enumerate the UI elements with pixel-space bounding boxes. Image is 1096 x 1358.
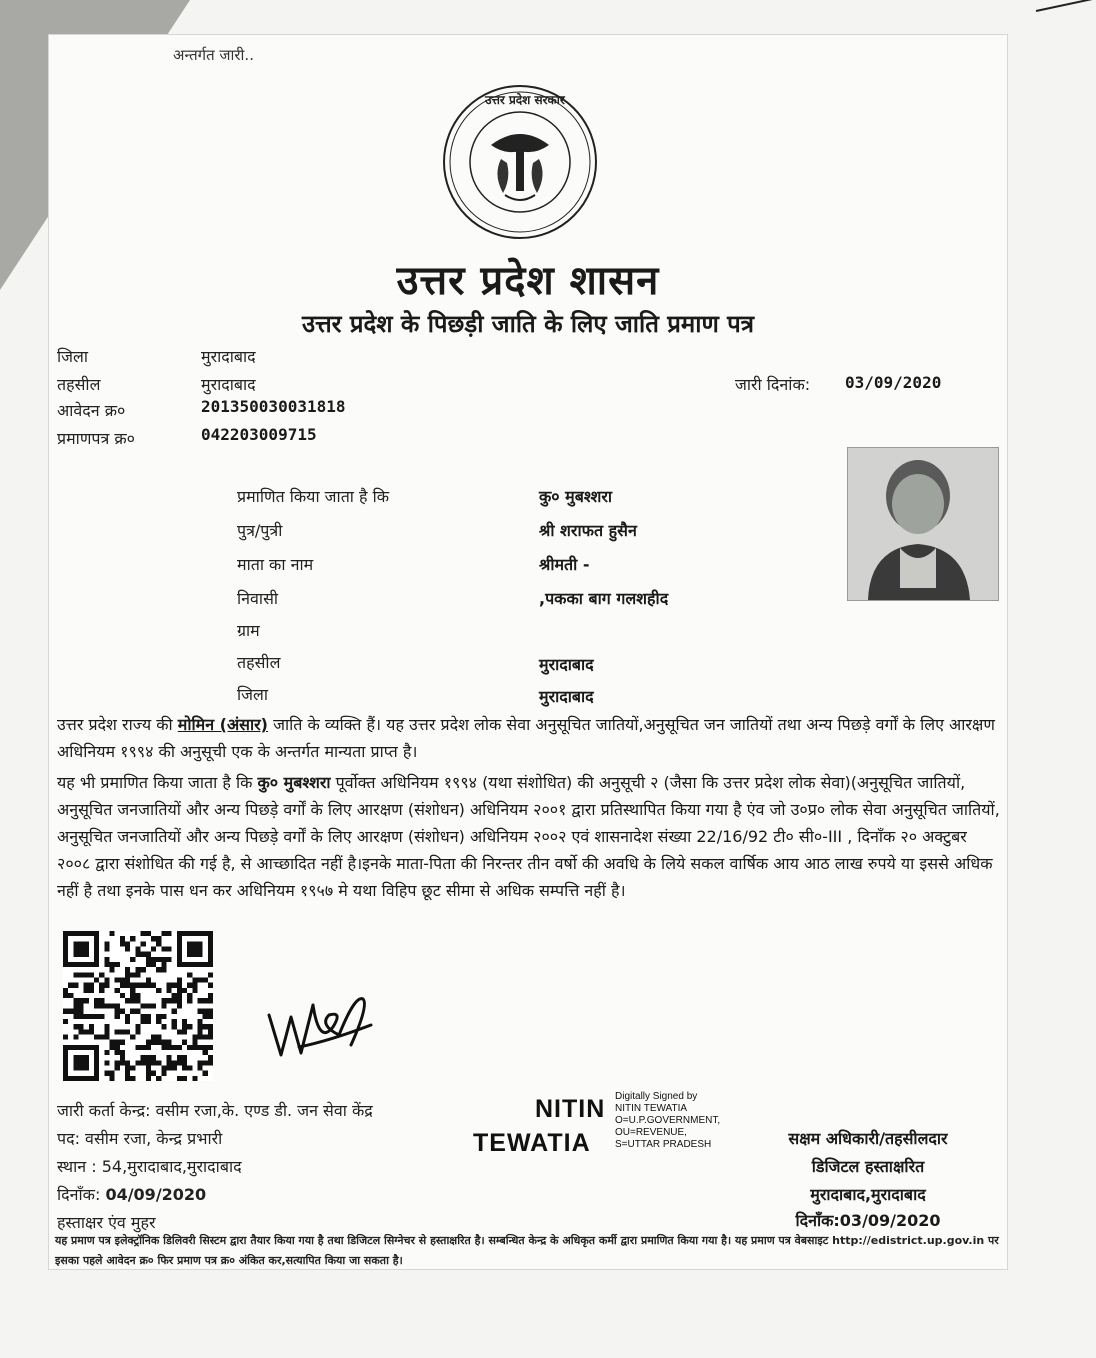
application-no-value: 20135003003181​8 xyxy=(201,397,346,416)
detail-label-mother: माता का नाम xyxy=(237,555,314,574)
scan-mark xyxy=(1036,0,1095,12)
digital-signature-details xyxy=(615,1091,720,1151)
ds-line: O=U.P.GOVERNMENT, xyxy=(615,1115,721,1126)
certificate-sheet xyxy=(48,34,1008,1270)
certification-paragraph-2 xyxy=(57,769,1001,904)
issuer-post: पद: वसीम रजा, केन्द्र प्रभारी xyxy=(57,1129,223,1148)
para1-text-a: उत्तर प्रदेश राज्य की xyxy=(57,715,173,734)
district-label: जिला xyxy=(57,347,89,366)
ds-line: S=UTTAR PRADESH xyxy=(615,1139,712,1150)
detail-value-resident: ,पकका बाग गलशहीद xyxy=(539,589,669,608)
issuer-place: स्थान : 54,मुरादाबाद,मुरादाबाद xyxy=(57,1157,242,1176)
detail-label-district: जिला xyxy=(237,685,269,704)
detail-value-mother: श्रीमती - xyxy=(539,555,590,574)
certification-paragraph-1 xyxy=(57,711,1001,765)
detail-value-district: मुरादाबाद xyxy=(539,687,594,706)
issue-date-label: जारी दिनांक: xyxy=(735,375,811,394)
detail-value-name: कु० मुबश्शरा xyxy=(539,487,613,506)
officer-date: 03/09/2020 xyxy=(839,1211,941,1230)
officer-title: सक्षम अधिकारी/तहसीलदार xyxy=(788,1129,948,1148)
para2-text-a: यह भी प्रमाणित किया जाता है कि xyxy=(57,773,253,792)
para1-text-b: जाति के व्यक्ति हैं। यह उत्तर प्रदेश लोक सेवा अनुसूचित जातियों,अनुसूचित जन जातियों तथा अन्य पिछड़े वर्गों के लिए आरक्षण अधिनियम १९९४ की अनुसूची एक के अन्तर्गत मान्यता प्राप्त है। xyxy=(57,715,995,761)
tehsil-label: तहसील xyxy=(57,375,101,394)
certificate-no-label: प्रमाणपत्र क्र० xyxy=(57,429,135,448)
qr-code xyxy=(63,931,213,1081)
issuer-date: 04/09/2020 xyxy=(105,1185,207,1204)
issuer-date-row xyxy=(57,1183,206,1205)
detail-label-certified: प्रमाणित किया जाता है कि xyxy=(237,487,390,506)
handwritten-signature xyxy=(259,975,379,1065)
detail-label-village: ग्राम xyxy=(237,621,260,640)
ds-line: Digitally Signed by xyxy=(615,1091,698,1102)
detail-label-resident: निवासी xyxy=(237,589,279,608)
person-photo-icon xyxy=(848,448,998,600)
officer-digital-sign: डिजिटल हस्ताक्षरित xyxy=(811,1157,925,1176)
detail-label-tehsil: तहसील xyxy=(237,653,281,672)
para2-text-b: पूर्वोक्त अधिनियम १९९४ (यथा संशोधित) की अनुसूची २ (जैसा कि उत्तर प्रदेश लोक सेवा)(अनुसूचित जातियों, अनुसूचित जनजातियों और अन्य पिछड़े वर्गों के लिए आरक्षण (संशोधन) अधिनियम २००१ द्वारा प्रतिस्थापित किया गया है एंव जो उ०प्र० लोक सेवा अनुसूचित जातियों, अनुसूचित जनजातियों और अन्य पिछड़े वर्गों के लिए आरक्षण (संशोधन) अधिनियम २००२ एवं शासनादेश संख्या 22/16/92 टी० सी०-III , दिनाँक २० अक्टुबर २००८ द्वारा संशोधित की गई है, से आच्छादित नहीं है।इनके माता-पिता की निरन्तर तीन वर्षो की अवधि के लिये सकल वार्षिक आय आठ लाख रुपये या इससे अधिक नहीं है तथा इनके पास धन कर अधिनियम १९५७ मे यथा विहिप छूट सीमा से अधिक सम्पत्ति नहीं है। xyxy=(57,773,1000,900)
issuer-date-label: दिनाँक: xyxy=(57,1185,101,1204)
officer-date-label: दिनाँक: xyxy=(795,1211,840,1230)
issuing-centre: जारी कर्ता केन्द्र: वसीम रजा,के. एण्ड डी. जन सेवा केंद्र xyxy=(57,1101,373,1120)
officer-date-row xyxy=(753,1209,983,1231)
ds-line: NITIN TEWATIA xyxy=(615,1103,688,1114)
footer-note: यह प्रमाण पत्र इलेक्ट्रॉनिक डिलिवरी सिस्टम द्वारा तैयार किया गया है तथा डिजिटल सिग्नेचर से हस्ताक्षरित है। सम्बन्धित केन्द्र के अधिकृत कर्मी द्वारा प्रमाणित किया गया है। यह प्रमाण पत्र वेबसाइट http://edistrict.up.gov.in पर इसका पहले आवेदन क्र० फिर प्रमाण पत्र क्र० अंकित कर,सत्यापित किया जा सकता है। xyxy=(55,1234,999,1267)
certificate-title: उत्तर प्रदेश के पिछड़ी जाति के लिए जाति प्रमाण पत्र xyxy=(301,310,755,338)
gov-title: उत्तर प्रदेश शासन xyxy=(396,258,660,304)
certificate-no-value: 042203009715 xyxy=(201,425,317,444)
application-no-label: आवेदन क्र० xyxy=(57,401,126,420)
ds-line: OU=REVENUE, xyxy=(615,1127,687,1138)
digital-signer-last-name: TEWATIA xyxy=(473,1129,591,1157)
caste-name: मोमिन (अंसार) xyxy=(177,715,268,734)
para2-name: कु० मुबश्शरा xyxy=(257,773,331,792)
issue-date-value: 03/09/2020 xyxy=(845,373,942,392)
emblem-text: उत्तर प्रदेश सरकार xyxy=(485,93,565,107)
header-note: अन्तर्गत जारी.. xyxy=(173,46,254,64)
detail-label-child-of: पुत्र/पुत्री xyxy=(237,521,283,540)
sign-seal-label: हस्ताक्षर एंव मुहर xyxy=(57,1213,156,1232)
digital-signer-first-name: NITIN xyxy=(535,1095,606,1123)
officer-place: मुरादाबाद,मुरादाबाद xyxy=(810,1185,926,1204)
tehsil-value: मुरादाबाद xyxy=(201,375,256,394)
applicant-photo xyxy=(847,447,999,601)
district-value: मुरादाबाद xyxy=(201,347,256,366)
detail-value-tehsil: मुरादाबाद xyxy=(539,655,594,674)
detail-value-father: श्री शराफत हुसैन xyxy=(539,521,637,540)
